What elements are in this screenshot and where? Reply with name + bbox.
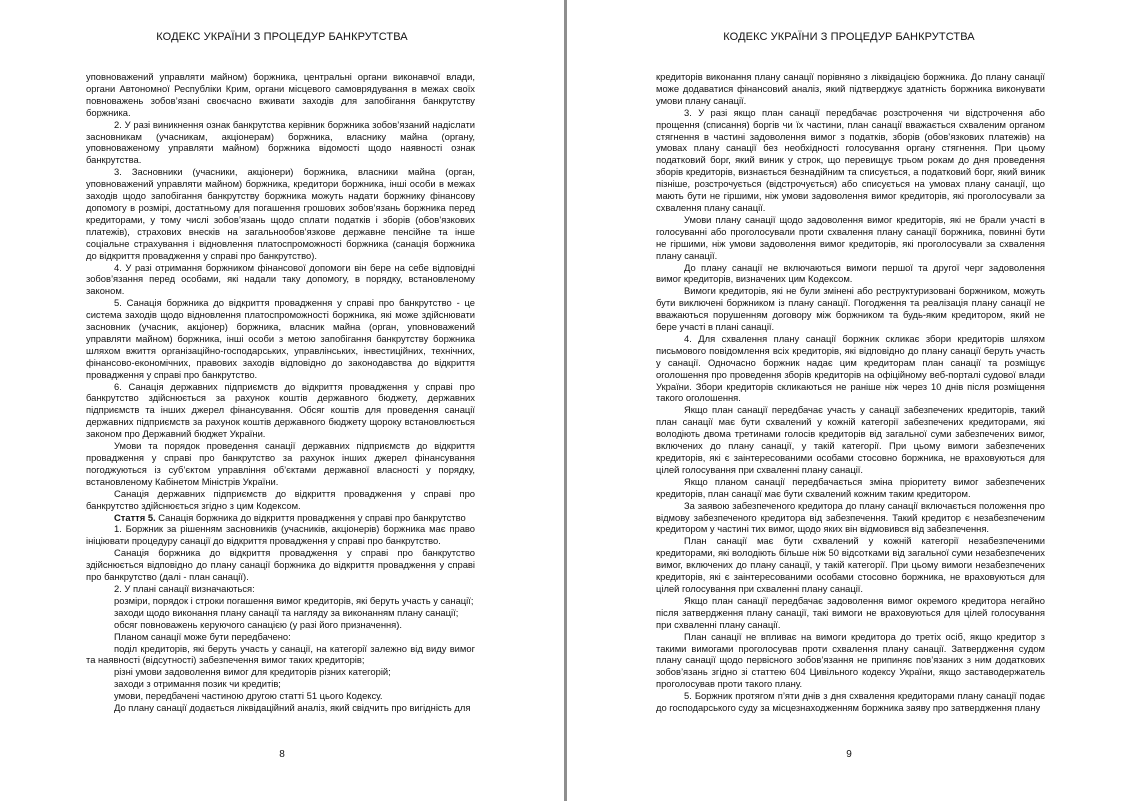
paragraph: заходи щодо виконання плану санації та нагляду за виконанням плану санації; [114, 606, 459, 618]
paragraph: 4. Для схвалення плану санації боржник скликає збори кредиторів шляхом письмового повідомлення всіх кредиторів, які відповідно до плану санації беруть участь у санації. Одночасно боржник надає цим кредиторам план санації та розміщує оголошення про проведення зборів кредиторів на офіційному веб-порталі судової влади України. Збори кредиторів скликаються не раніше ніж через 10 днів після розміщення такого оголошення. [656, 332, 1045, 404]
page-right [567, 0, 1131, 801]
running-header: КОДЕКС УКРАЇНИ З ПРОЦЕДУР БАНКРУТСТВА [156, 31, 408, 43]
page-left [0, 0, 564, 801]
paragraph: уповноважений управляти майном) боржника, центральні органи виконавчої влади, органи Автономної Республіки Крим, органи місцевого самоврядування в межах своїх повноважень зобов’язані своєчасно вживати заходів для запобігання банкрутству боржника. [86, 71, 475, 118]
paragraph: поділ кредиторів, які беруть участь у санації, на категорії залежно від виду вимог та наявності (відсутності) забезпечення вимог таких кредиторів; [86, 642, 475, 666]
paragraph: За заявою забезпеченого кредитора до плану санації включається положення про відмову забезпеченого кредитора від забезпечення. Такий кредитор є незабезпеченим кредитором у частині тих вимог, щодо яких він відмовився від забезпечення. [656, 499, 1045, 535]
page-body [656, 71, 1045, 731]
paragraph: План санації не впливає на вимоги кредитора до третіх осіб, якщо кредитор з такими вимогами проголосував проти схвалення плану санації. Затвердження судом плану санації щодо первісного зобов’язання не припиняє пов’язаних з ним додаткових зобов’язань згідно зі статтею 604 Цивільного кодексу України, якщо заставодержатель проголосував проти такого плану. [656, 630, 1045, 690]
paragraph: 3. Засновники (учасники, акціонери) боржника, власники майна (орган, уповноважений управляти майном) боржника, кредитори боржника, інші особи в межах заходів щодо запобігання банкрутству боржника можуть надати боржнику фінансову допомогу в розмірі, достатньому для погашення грошових зобов’язань боржника перед кредиторами, у тому числі зобов’язань щодо сплати податків і зборів (обов’язкових платежів), страхових внесків на загальнообов’язкове державне пенсійне та інше соціальне страхування і відновлення платоспроможності боржника (санація боржника до відкриття провадження у справі про банкрутство). [86, 166, 475, 261]
paragraph: 5. Боржник протягом п’яти днів з дня схвалення кредиторами плану санації подає до господарського суду за місцезнаходженням боржника заяву про затвердження плану [656, 690, 1045, 714]
running-header: КОДЕКС УКРАЇНИ З ПРОЦЕДУР БАНКРУТСТВА [723, 31, 975, 43]
paragraph: умови, передбачені частиною другою статті 51 цього Кодексу. [114, 690, 383, 702]
paragraph: Умови та порядок проведення санації державних підприємств до відкриття провадження у справі про банкрутство за рахунок інших джерел фінансування погоджуються із суб’єктом управління об’єктами державної власності у порядку, встановленому Кабінетом Міністрів України. [86, 440, 475, 487]
paragraph: План санації має бути схвалений у кожній категорії незабезпеченими кредиторами, які володіють більше ніж 50 відсотками від загальної суми незабезпечених вимог, включених до плану санації, у такій категорії. При цьому вимоги незабезпечених кредиторів, які є заінтересованими особами стосовно боржника, не враховуються для цілей голосування при схваленні плану санації. [656, 535, 1045, 594]
paragraph: Якщо план санації передбачає задоволення вимог окремого кредитора негайно після затвердження плану санації, такі вимоги не враховуються для цілей голосування при схваленні плану санації. [656, 594, 1045, 630]
paragraph: обсяг повноважень керуючого санацією (у разі його призначення). [114, 618, 402, 630]
paragraph: 3. У разі якщо план санації передбачає розстрочення чи відстрочення або прощення (списання) боргів чи їх частини, план санації вважається схваленим органом стягнення в частині задоволення вимог з податків, зборів (обов’язкових платежів) на умовах плану санації без необхідності голосування органу стягнення. При цьому податковий борг, який виник у строк, що перевищує трьом рокам до дня проведення зборів кредиторів, визнається безнадійним та списується, а податковий борг, який виник пізніше, розстрочується (відстрочується) або списується на умовах плану санації, що мають бути не гіршими, ніж умови задоволення вимог кредиторів, які проголосували за схвалення плану санації. [656, 106, 1045, 213]
page-number: 8 [279, 749, 285, 760]
paragraph: Санація боржника до відкриття провадження у справі про банкрутство здійснюється відповідно до плану санації боржника до відкриття провадження у справі про банкрутство (далі - план санації). [86, 547, 475, 583]
paragraph: Умови плану санації щодо задоволення вимог кредиторів, які не брали участі в голосуванні або проголосували проти схвалення плану санації боржника, повинні бути не гіршими, ніж умови задоволення вимог кредиторів, які проголосували за схвалення плану санації. [656, 213, 1045, 261]
paragraph: 4. У разі отримання боржником фінансової допомоги він бере на себе відповідні зобов’язання перед особами, які надали таку допомогу, в порядку, встановленому законом. [86, 261, 475, 297]
paragraph: Вимоги кредиторів, які не були змінені або реструктуризовані боржником, можуть бути виключені боржником із плану санації. Погодження та реалізація плану санації не вважаються порушенням договору між боржником та будь-яким кредитором, який не бере участі в плані санації. [656, 285, 1045, 333]
page-number: 9 [846, 749, 852, 760]
paragraph: Якщо планом санації передбачається зміна пріоритету вимог забезпечених кредиторів, план санації має бути схвалений кожним таким кредитором. [656, 475, 1045, 499]
paragraph: Санація державних підприємств до відкриття провадження у справі про банкрутство здійснюється згідно з цим Кодексом. [86, 487, 475, 511]
paragraph: До плану санації додається ліквідаційний аналіз, який свідчить про вигідність для [114, 702, 471, 714]
paragraph: 2. У разі виникнення ознак банкрутства керівник боржника зобов’язаний надіслати засновникам (учасникам, акціонерам) боржника, власнику майна (органу, уповноваженому управляти майном) боржника відомості щодо наявності ознак банкрутства. [86, 118, 475, 166]
article-title: Санація боржника до відкриття провадження у справі про банкрутство [155, 511, 466, 523]
paragraph: кредиторів виконання плану санації порівняно з ліквідацією боржника. До плану санації може додаватися фінансовий аналіз, який підтверджує здатність боржника виконувати умови плану санації. [656, 71, 1045, 106]
article-heading [86, 512, 475, 524]
paragraph: Якщо план санації передбачає участь у санації забезпечених кредиторів, такий план санації має бути схвалений у кожній категорії забезпечених кредиторами, які володіють двома третинами голосів кредиторів від загальної суми забезпечених вимог, включених до плану санації, у такій категорії. При цьому вимоги забезпечених кредиторів, які є заінтересованими особами стосовно боржника, не враховуються для цілей голосування при схваленні плану санації. [656, 404, 1045, 475]
article-label: Стаття 5. [114, 511, 156, 523]
paragraph: заходи з отримання позик чи кредитів; [114, 678, 281, 690]
paragraph: Планом санації може бути передбачено: [114, 630, 291, 642]
page-body [86, 71, 475, 731]
paragraph: розміри, порядок і строки погашення вимог кредиторів, які беруть участь у санації; [114, 594, 474, 606]
paragraph: 6. Санація державних підприємств до відкриття провадження у справі про банкрутство здійснюється за рахунок коштів державного бюджету, державних підприємств та інших джерел фінансування. Обсяг коштів для проведення санації державних підприємств за рахунок коштів державного бюджету щороку встановлюється законом про Державний бюджет України. [86, 380, 475, 440]
paragraph: 2. У плані санації визначаються: [114, 582, 255, 594]
paragraph: різні умови задоволення вимог для кредиторів різних категорій; [114, 666, 391, 678]
paragraph: 1. Боржник за рішенням засновників (учасників, акціонерів) боржника має право ініціювати процедуру санації до відкриття провадження у справі про банкрутство. [86, 523, 475, 547]
paragraph: 5. Санація боржника до відкриття провадження у справі про банкрутство - це система заходів щодо відновлення платоспроможності боржника, які може здійснювати засновник (учасник, акціонер) боржника, власник майна (орган, уповноважений управляти майном) боржника, інші особи з метою запобігання банкрутству боржника шляхом вжиття організаційно-господарських, управлінських, інвестиційних, технічних, фінансово-економічних, правових заходів відповідно до законодавства до відкриття провадження у справі про банкрутство. [86, 297, 475, 380]
paragraph: До плану санації не включаються вимоги першої та другої черг задоволення вимог кредиторів, визначених цим Кодексом. [656, 261, 1045, 285]
